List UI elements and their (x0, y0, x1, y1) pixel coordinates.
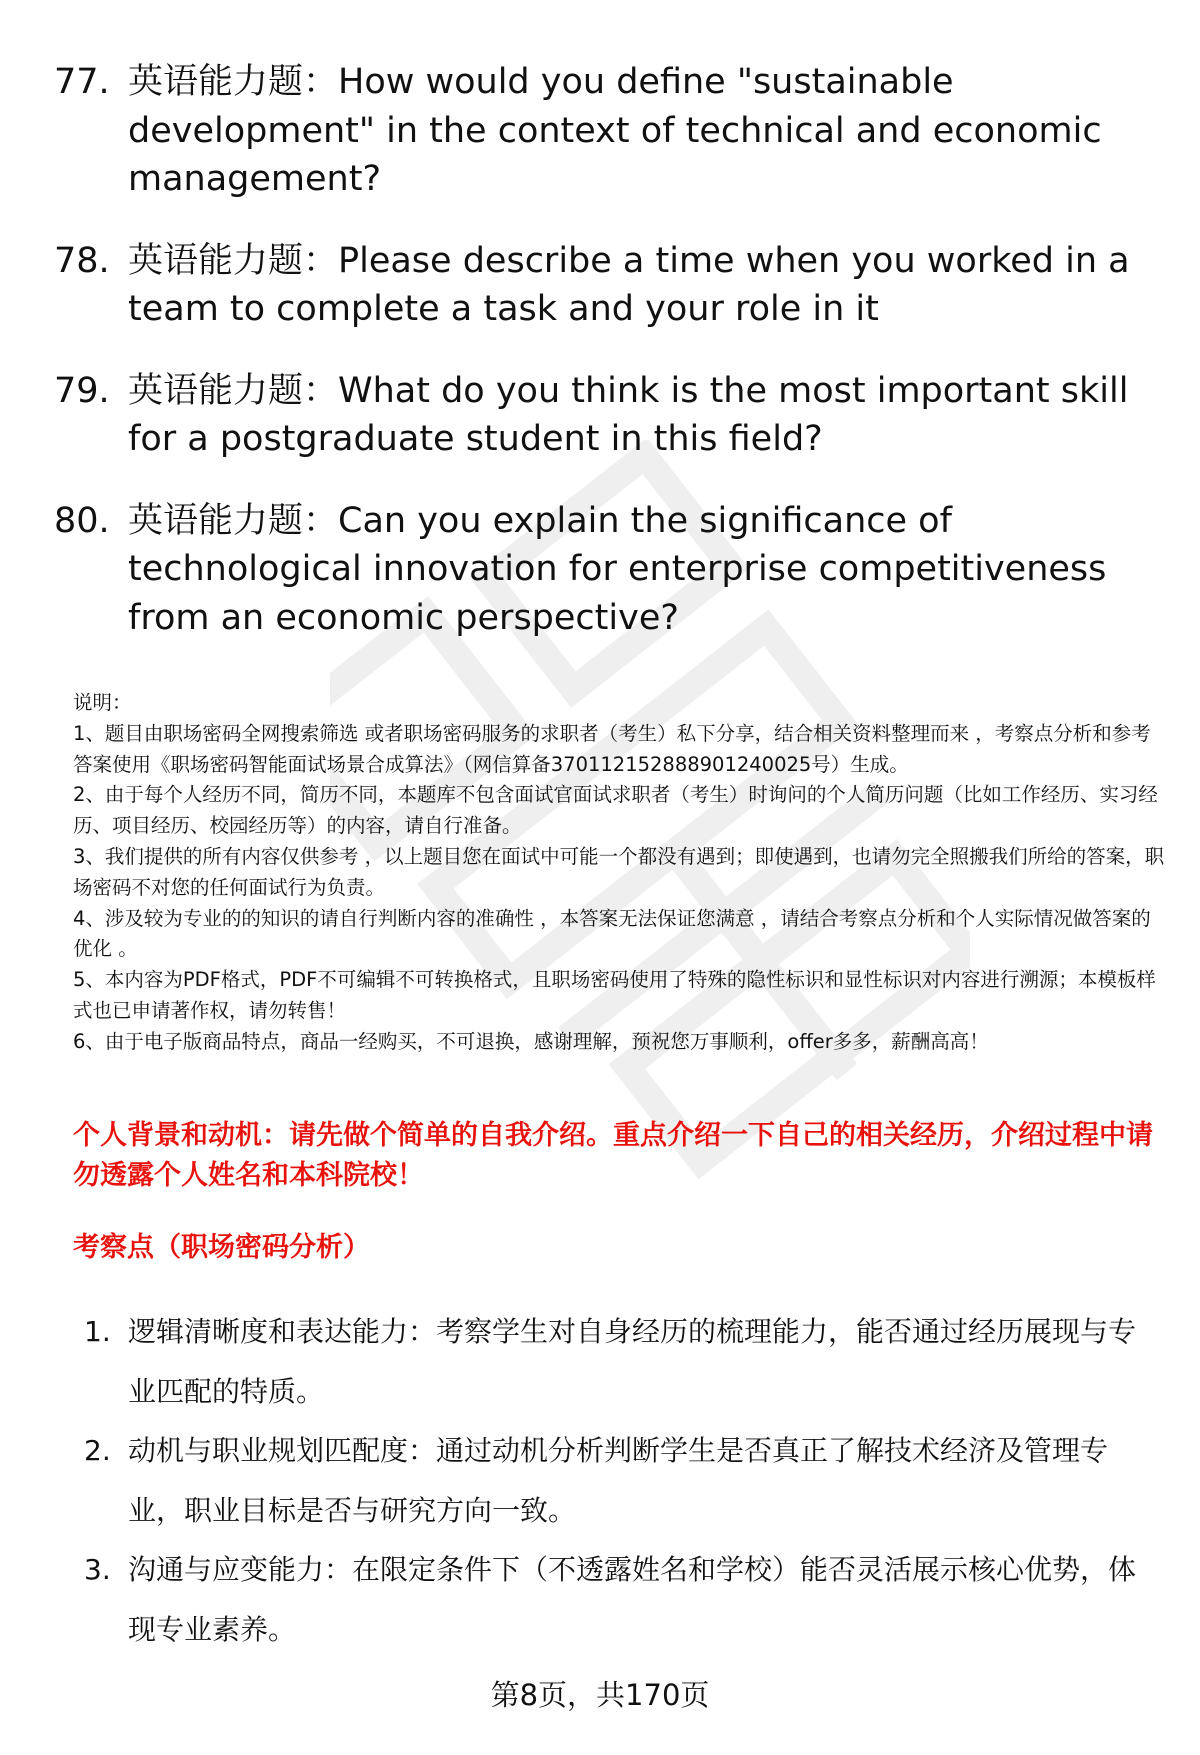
analysis-heading: 考察点（职场密码分析） (73, 1232, 370, 1263)
point-number: 2. (84, 1434, 111, 1467)
question-item (54, 237, 1154, 334)
point-number: 3. (84, 1553, 111, 1586)
question-text: 英语能力题：How would you define "sustainable development" in the context of technical and economic management? (128, 62, 1102, 199)
notes-title: 说明： (73, 691, 132, 714)
question-text: 英语能力题：Please describe a time when you worked in a team to complete a task and your role in it (128, 240, 1130, 329)
question-number: 77. (54, 62, 110, 102)
question-list (54, 58, 1154, 675)
point-text: 沟通与应变能力：在限定条件下（不透露姓名和学校）能否灵活展示核心优势，体现专业素养。 (128, 1553, 1137, 1646)
note-item: 5、本内容为PDF格式，PDF不可编辑不可转换格式，且职场密码使用了特殊的隐性标识和显性标识对内容进行溯源；本模板样式也已申请著作权，请勿转售！ (73, 968, 1156, 1022)
analysis-point (84, 1540, 1154, 1659)
question-number: 79. (54, 370, 110, 411)
question-number: 78. (54, 240, 110, 281)
question-text: 英语能力题：What do you think is the most important skill for a postgraduate student in this field? (128, 370, 1129, 459)
page-footer: 第8页，共170页 (490, 1678, 710, 1712)
point-number: 1. (84, 1315, 111, 1348)
analysis-points-list (84, 1302, 1154, 1659)
analysis-point (84, 1421, 1154, 1540)
note-item: 1、题目由职场密码全网搜索筛选 或者职场密码服务的求职者（考生）私下分享，结合相关资料整理而来 ，考察点分析和参考答案使用《职场密码智能面试场景合成算法》（网信算备370112152888901240025号）生成。 (73, 721, 1151, 776)
point-text: 动机与职业规划匹配度：通过动机分析判断学生是否真正了解技术经济及管理专业，职业目标是否与研究方向一致。 (128, 1434, 1109, 1527)
question-item (54, 367, 1154, 464)
note-item: 6、由于电子版商品特点，商品一经购买，不可退换，感谢理解，预祝您万事顺利，offer多多，薪酬高高！ (73, 1029, 989, 1053)
point-text: 逻辑清晰度和表达能力：考察学生对自身经历的梳理能力，能否通过经历展现与专业匹配的特质。 (128, 1315, 1137, 1408)
note-item: 2、由于每个人经历不同，简历不同，本题库不包含面试官面试求职者（考生）时询问的个人简历问题（比如工作经历、实习经历、项目经历、校园经历等）的内容，请自行准备。 (73, 783, 1158, 838)
analysis-point (84, 1302, 1154, 1421)
notes-section (73, 688, 1165, 1058)
question-number: 80. (54, 500, 110, 541)
question-text: 英语能力题：Can you explain the significance of technological innovation for enterprise competitiveness from an economic perspective? (128, 500, 1107, 638)
question-item (54, 497, 1154, 643)
note-item: 4、涉及较为专业的的知识的请自行判断内容的准确性 ，本答案无法保证您满意 ，请结合考察点分析和个人实际情况做答案的优化 。 (73, 906, 1151, 961)
note-item: 3、我们提供的所有内容仅供参考 ，以上题目您在面试中可能一个都没有遇到；即使遇到，也请勿完全照搬我们所给的答案，职场密码不对您的任何面试行为负责。 (73, 844, 1165, 899)
question-item (54, 58, 1154, 204)
background-question-heading: 个人背景和动机：请先做个简单的自我介绍。重点介绍一下自己的相关经历，介绍过程中请勿透露个人姓名和本科院校！ (73, 1120, 1153, 1191)
